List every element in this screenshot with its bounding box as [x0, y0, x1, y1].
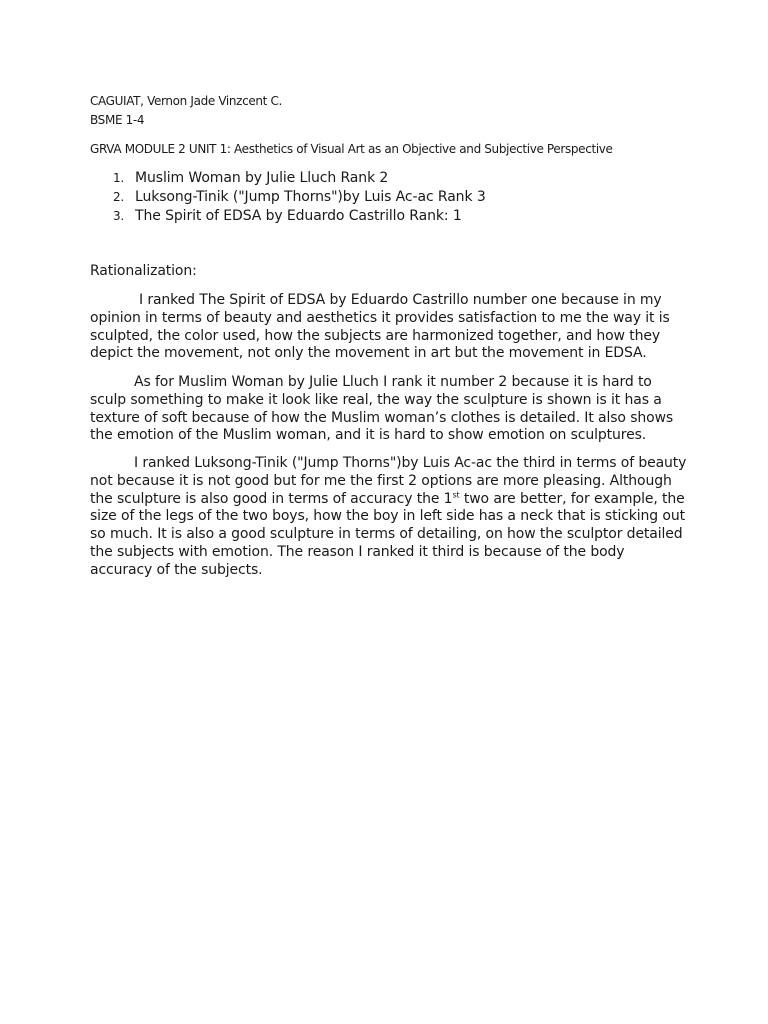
rationalization-paragraph-3: [90, 455, 690, 580]
ordinal-superscript: st: [452, 489, 460, 499]
student-section: BSME 1-4: [90, 113, 145, 127]
rationalization-paragraph-1: I ranked The Spirit of EDSA by Eduardo Castrillo number one because in my opinion in terms of beauty and aesthetics it provides satisfaction to me the way it is sculpted, the color used, how the subjects are harmonized together, and how they depict the movement, not only the movement in art but the movement in EDSA.: [90, 292, 670, 362]
list-item-text: Muslim Woman by Julie Lluch Rank 2: [135, 170, 389, 186]
student-name: CAGUIAT, Vernon Jade Vinzcent C.: [90, 94, 282, 108]
list-item-number: 3.: [113, 209, 124, 223]
rationalization-paragraph-2: As for Muslim Woman by Julie Lluch I rank it number 2 because it is hard to sculp something to make it look like real, the way the sculpture is shown is it has a texture of soft because of how the Muslim woman’s clothes is detailed. It also shows the emotion of the Muslim woman, and it is hard to show emotion on sculptures.: [90, 374, 674, 444]
rationalization-heading: Rationalization:: [90, 263, 197, 279]
list-item-number: 1.: [113, 171, 124, 185]
list-item-number: 2.: [113, 190, 124, 204]
paragraph-3-text-end: two are better, for example, the size of the legs of the two boys, how the boy in left side has a neck that is sticking out so much. It is also a good sculpture in terms of detailing, on how the sculptor detailed the subjects with emotion. The reason I ranked it third is because of the body accuracy of the subjects.: [90, 490, 685, 578]
list-item-text: Luksong-Tinik ("Jump Thorns")by Luis Ac-ac Rank 3: [135, 189, 486, 205]
module-title: GRVA MODULE 2 UNIT 1: Aesthetics of Visual Art as an Objective and Subjective Perspective: [90, 142, 613, 156]
paragraph-3-text-start: I ranked Luksong-Tinik ("Jump Thorns")by Luis Ac-ac the third in terms of beauty not because it is not good but for me the first 2 options are more pleasing. Although the sculpture is also good in terms of accuracy the 1: [90, 455, 687, 507]
list-item-text: The Spirit of EDSA by Eduardo Castrillo Rank: 1: [135, 208, 462, 224]
